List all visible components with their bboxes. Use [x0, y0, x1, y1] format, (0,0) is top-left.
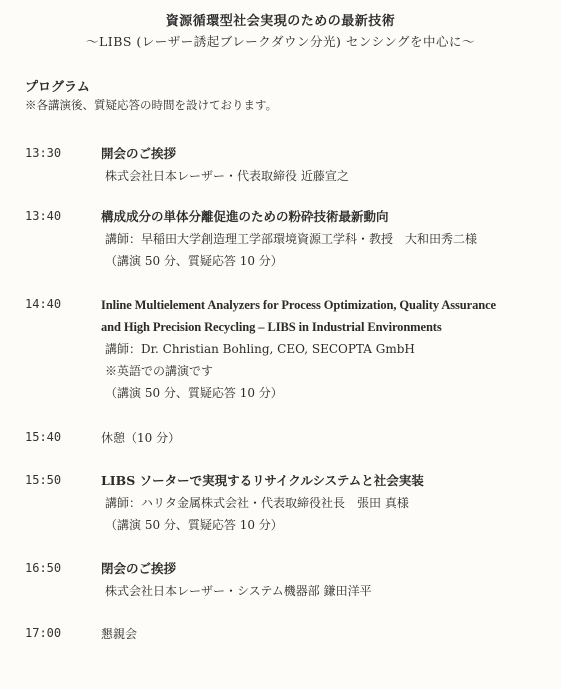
program-note: ※各講演後、質疑応答の時間を設けております。	[25, 98, 278, 112]
session-detail: 株式会社日本レーザー・代表取締役 近藤宣之	[105, 169, 349, 183]
session-title-line-1: Inline Multielement Analyzers for Process Optimization, Quality Assurance	[101, 298, 496, 312]
session-content	[101, 294, 551, 404]
session-time: 15:40	[25, 430, 62, 444]
session-detail: 株式会社日本レーザー・システム機器部 鎌田洋平	[105, 584, 372, 598]
session-detail: ※英語での講演です	[105, 364, 214, 378]
session-time: 13:40	[25, 209, 62, 223]
document-subtitle: ～LIBS (レーザー誘起ブレークダウン分光) センシングを中心に～	[85, 34, 476, 49]
session-title-line-2: and High Precision Recycling – LIBS in Industrial Environments	[101, 320, 442, 334]
session-title: 懇親会	[101, 627, 138, 641]
session-title: LIBS ソーターで実現するリサイクルシステムと社会実装	[101, 473, 424, 488]
session-title: 休憩（10 分）	[101, 431, 181, 445]
document-title: 資源循環型社会実現のための最新技術	[165, 14, 396, 29]
session-detail: （講演 50 分、質疑応答 10 分）	[105, 518, 283, 532]
session-content	[101, 470, 551, 536]
session-detail: 講師：Dr. Christian Bohling, CEO, SECOPTA GmbH	[105, 342, 415, 356]
session-content	[101, 427, 551, 449]
session-time: 17:00	[25, 626, 62, 640]
session-detail: （講演 50 分、質疑応答 10 分）	[105, 386, 283, 400]
program-heading: プログラム	[25, 80, 90, 95]
session-time: 14:40	[25, 297, 62, 311]
session-detail: 講師：早稲田大学創造理工学部環境資源工学科・教授 大和田秀二様	[105, 232, 478, 246]
session-title: 閉会のご挨拶	[101, 561, 177, 576]
session-time: 13:30	[25, 146, 62, 160]
session-title: 開会のご挨拶	[101, 146, 177, 161]
session-detail: 講師：ハリタ金属株式会社・代表取締役社長 張田 真様	[105, 496, 409, 510]
session-content	[101, 143, 551, 187]
session-time: 15:50	[25, 473, 62, 487]
session-content	[101, 206, 551, 272]
session-content	[101, 558, 551, 602]
session-detail: （講演 50 分、質疑応答 10 分）	[105, 254, 283, 268]
session-title: 構成成分の単体分離促進のための粉砕技術最新動向	[101, 209, 389, 224]
session-time: 16:50	[25, 561, 62, 575]
session-content	[101, 623, 551, 645]
